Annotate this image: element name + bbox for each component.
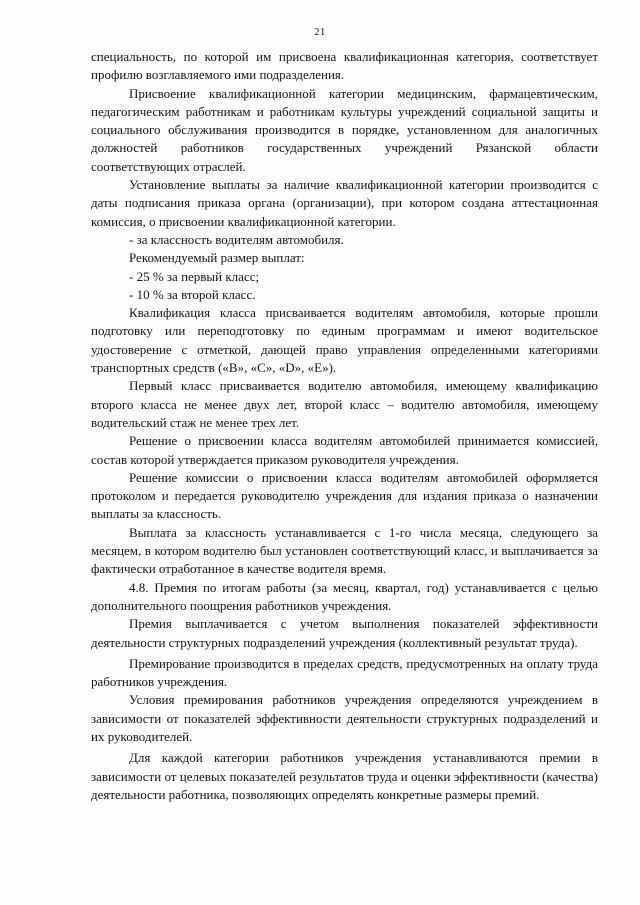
list-item: - 25 % за первый класс;	[129, 268, 260, 284]
document-body	[91, 48, 598, 804]
list-item: - за классность водителям автомобиля.	[129, 231, 344, 247]
paragraph: Первый класс присваивается водителю автомобиля, имеющему квалификацию второго класса не менее двух лет, второй класс – водителю автомобиля, имеющему водительский стаж не менее трех лет.	[91, 378, 598, 430]
paragraph: Решение о присвоении класса водителям автомобилей принимается комиссией, состав которой утверждается приказом руководителя учреждения.	[91, 433, 598, 467]
paragraph: Присвоение квалификационной категории медицинским, фармацевтическим, педагогическим работникам и работникам культуры учреждений социальной защиты и социального обслуживания производится в порядке, установленном для аналогичных должностей работников государственных учреждений Рязанской области соответствующих отраслей.	[91, 85, 598, 174]
paragraph: Квалификация класса присваивается водителям автомобиля, которые прошли подготовку или переподготовку по единым программам и имеют водительское удостоверение с отметкой, дающей право управления определенными категориями транспортных средств («B», «C», «D», «E»).	[91, 305, 598, 376]
paragraph: Премирование производится в пределах средств, предусмотренных на оплату труда работников учреждения.	[91, 655, 598, 690]
paragraph: Установление выплаты за наличие квалификационной категории производится с даты подписания приказа органа (организации), при котором создана аттестационная комиссия, о присвоении квалификационной категории.	[91, 177, 598, 229]
paragraph: Решение комиссии о присвоении класса водителям автомобилей оформляется протоколом и передается руководителю учреждения для издания приказа о назначении выплаты за классность.	[91, 469, 598, 522]
page-number: 21	[314, 27, 326, 38]
paragraph: специальность, по которой им присвоена квалификационная категория, соответствует профилю возглавляемого ими подразделения.	[91, 49, 598, 83]
list-item: - 10 % за второй класс.	[129, 286, 256, 302]
paragraph: Рекомендуемый размер выплат:	[129, 250, 305, 266]
section-paragraph: 4.8. Премия по итогам работы (за месяц, квартал, год) устанавливается с целью дополнительного поощрения работников учреждения.	[91, 579, 598, 613]
paragraph: Для каждой категории работников учреждения устанавливаются премии в зависимости от целевых показателей результатов труда и оценки эффективности (качества) деятельности работника, позволяющих определять конкретные размеры премий.	[91, 750, 598, 802]
paragraph: Премия выплачивается с учетом выполнения показателей эффективности деятельности структурных подразделений учреждения (коллективный результат труда).	[91, 616, 598, 650]
paragraph: Условия премирования работников учреждения определяются учреждением в зависимости от показателей эффективности деятельности структурных подразделений и их руководителей.	[91, 692, 598, 744]
paragraph: Выплата за классность устанавливается с 1-го числа месяца, следующего за месяцем, в котором водителю был установлен соответствующий класс, и выплачивается за фактически отработанное в качестве водителя время.	[91, 524, 598, 577]
